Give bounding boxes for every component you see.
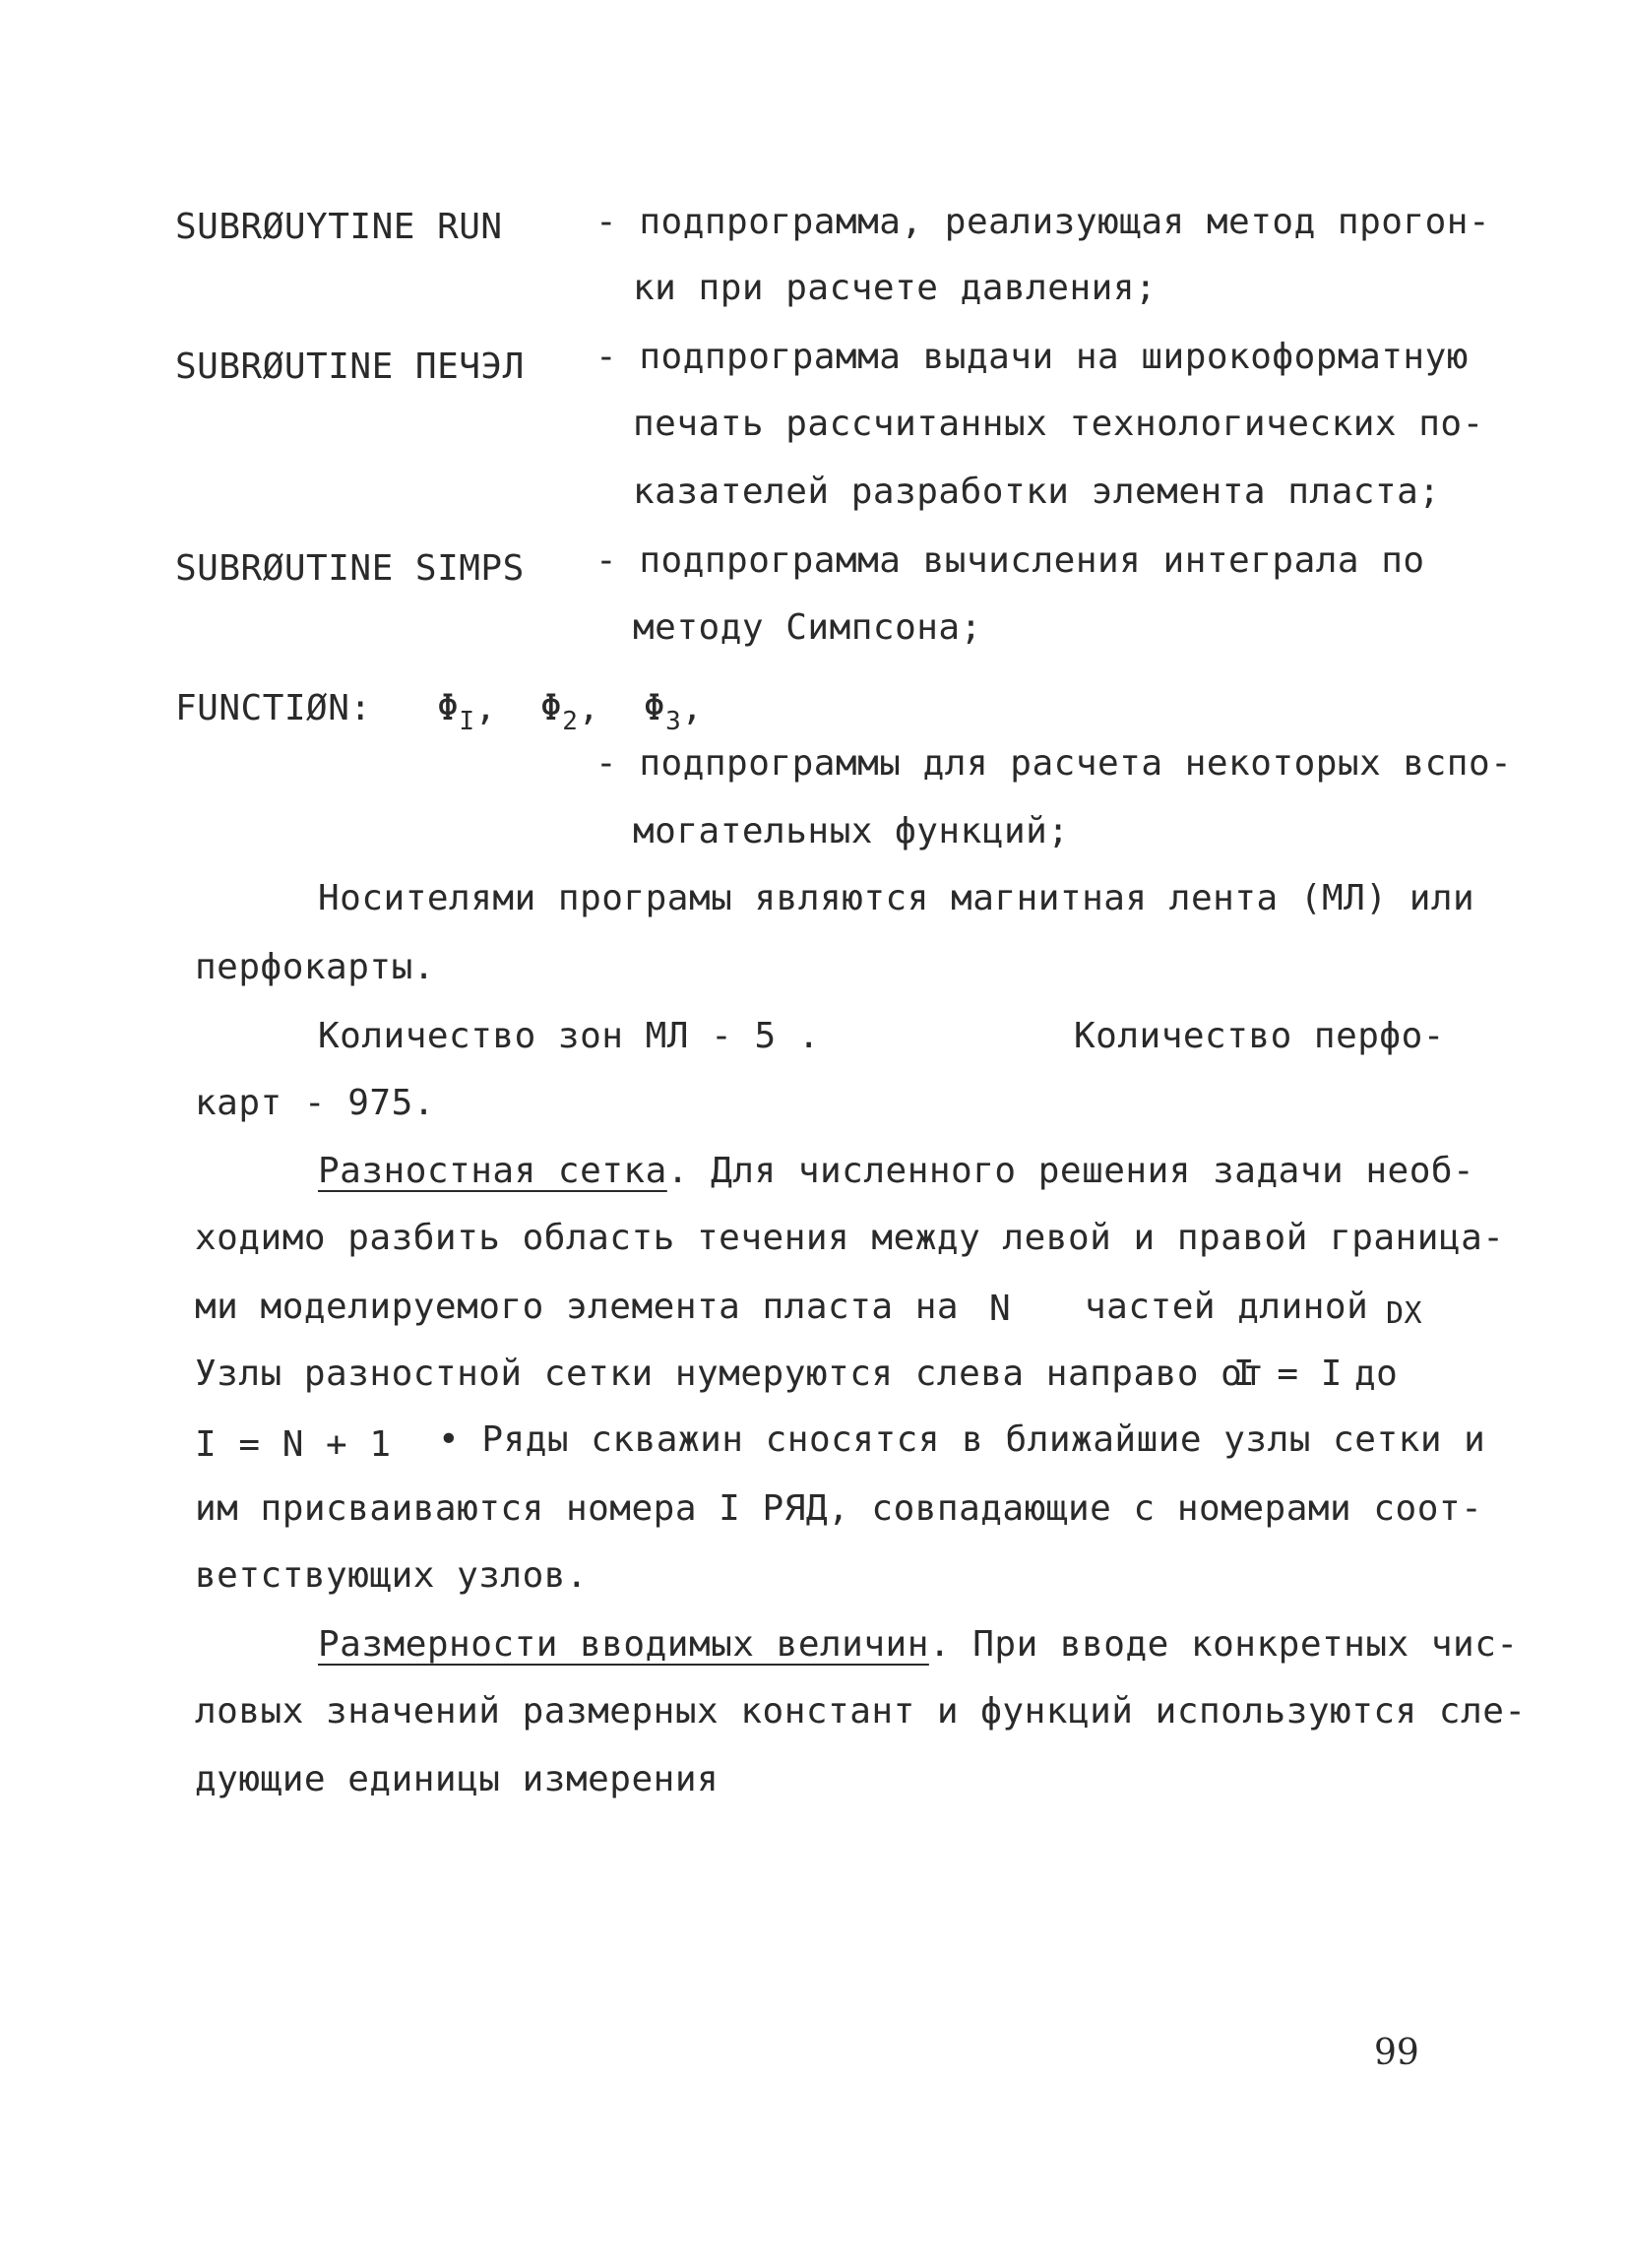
units-paragraph-line: ловых значений размерных констант и функций используются сле- xyxy=(195,1691,1527,1732)
subroutine-description: ки при расчете давления; xyxy=(633,268,1158,308)
grid-paragraph-line: частей длиной xyxy=(1085,1287,1369,1327)
paragraph-line: перфокарты. xyxy=(195,947,435,987)
subroutine-name: SUBRØUTINE SIMPS xyxy=(175,548,525,589)
phi-subscript: I xyxy=(459,707,475,736)
phi-symbol: Φ xyxy=(643,688,666,728)
subroutine-description: - подпрограмма, реализующая метод прогон- xyxy=(595,202,1491,242)
function-description: - подпрограммы для расчета некоторых вспо- xyxy=(595,743,1513,784)
cards-count-line2: карт - 975. xyxy=(195,1083,435,1123)
variable-dx: DX xyxy=(1386,1296,1423,1331)
grid-paragraph-line: Разностная сетка. Для численного решения задачи необ- xyxy=(318,1151,1475,1191)
subroutine-description: методу Симпсона; xyxy=(633,607,982,648)
grid-paragraph-line: ми моделируемого элемента пласта на xyxy=(195,1287,960,1327)
equation: I = I xyxy=(1233,1354,1343,1394)
function-description: могательных функций; xyxy=(633,811,1070,851)
grid-paragraph-line: до xyxy=(1354,1354,1399,1394)
subroutine-name: SUBRØUTINE ПЕЧЭЛ xyxy=(175,346,525,387)
units-paragraph-line: дующие единицы измерения xyxy=(195,1759,720,1799)
section-heading: Разностная сетка xyxy=(318,1151,667,1191)
grid-paragraph-line: Узлы разностной сетки нумеруются слева направо от xyxy=(195,1354,1265,1394)
function-name: FUNCTIØN: xyxy=(175,688,372,728)
grid-paragraph-line: ходимо разбить область течения между левой и правой граница- xyxy=(195,1218,1505,1258)
subroutine-description: печать рассчитанных технологических по- xyxy=(633,404,1484,444)
paragraph-line: Носителями програмы являются магнитная лента (МЛ) или xyxy=(318,878,1475,918)
phi-symbol: Φ xyxy=(437,688,460,728)
zones-count: Количество зон МЛ - 5 . xyxy=(318,1016,820,1056)
subroutine-name: SUBRØUYTINE RUN xyxy=(175,207,503,247)
cards-count: Количество перфо- xyxy=(1074,1016,1445,1056)
phi-symbol: Φ xyxy=(540,688,563,728)
grid-paragraph-line: • Ряды скважин сносятся в ближайшие узлы сетки и xyxy=(438,1419,1486,1460)
subroutine-description: казателей разработки элемента пласта; xyxy=(633,472,1441,512)
subroutine-description: - подпрограмма выдачи на широкоформатную xyxy=(595,337,1469,377)
variable-n: N xyxy=(989,1289,1012,1329)
grid-paragraph-line: ветствующих узлов. xyxy=(195,1555,589,1596)
section-heading: Размерности вводимых величин xyxy=(318,1624,929,1665)
equation: I = N + 1 xyxy=(195,1424,392,1465)
page-number: 99 xyxy=(1374,2033,1419,2073)
units-paragraph-line: Размерности вводимых величин. При вводе конкретных чис- xyxy=(318,1624,1519,1665)
function-entry: FUNCTIØN: $\Phi_I$, $\Phi_2$, $\Phi_3$, xyxy=(175,688,704,736)
phi-subscript: 2 xyxy=(562,707,579,736)
subroutine-description: - подпрограмма вычисления интеграла по xyxy=(595,540,1425,581)
phi-subscript: 3 xyxy=(665,707,682,736)
grid-paragraph-line: им присваиваются номера I РЯД, совпадающие с номерами соот- xyxy=(195,1488,1483,1529)
